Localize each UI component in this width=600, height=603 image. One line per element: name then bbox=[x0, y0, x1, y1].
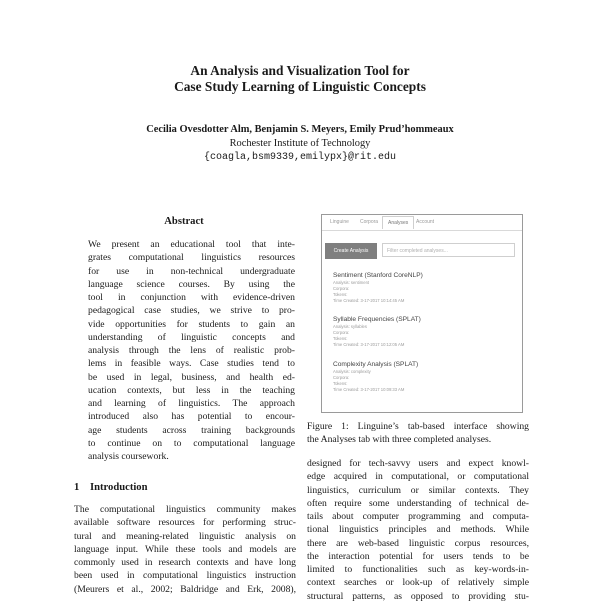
introduction-body bbox=[74, 503, 296, 596]
text-line: Figure 1: Linguine’s tab-based interface showing bbox=[307, 421, 529, 432]
text-line: tional linguistics principles and methods. While bbox=[307, 524, 529, 536]
text-line: tool in conjunction with evidence-driven bbox=[88, 292, 295, 303]
analysis-title: Sentiment (Stanford CoreNLP) bbox=[333, 272, 423, 279]
text-line: the Analyses tab with three completed analyses. bbox=[307, 434, 492, 446]
text-line: vide opportunities for students to gain an bbox=[88, 318, 295, 330]
abstract-body bbox=[88, 238, 295, 463]
text-line: language input. While these tools and models are bbox=[74, 543, 296, 555]
section-title: Introduction bbox=[90, 482, 148, 493]
text-line: limited to functionalities such as key-words-in- bbox=[307, 564, 529, 575]
text-line: analysis through the lens of realistic prob- bbox=[88, 345, 295, 356]
tab-analyses[interactable]: Analyses bbox=[382, 216, 414, 229]
analysis-list-item[interactable] bbox=[333, 271, 518, 304]
paper-title-line-2: Case Study Learning of Linguistic Concepts bbox=[174, 79, 426, 94]
text-line: We present an educational tool that inte- bbox=[88, 239, 295, 250]
analysis-list-item[interactable] bbox=[333, 315, 518, 348]
text-line: structural patterns, as opposed to providing stu- bbox=[307, 590, 529, 602]
analysis-detail: Analysis: syllables bbox=[333, 324, 367, 329]
tab-linguine[interactable]: Linguine bbox=[330, 219, 349, 225]
text-line: language science courses. By using the bbox=[88, 278, 295, 290]
analysis-detail: Analysis: sentiment bbox=[333, 280, 370, 285]
author-list: Cecilia Ovesdotter Alm, Benjamin S. Meyers, Emily Prud’hommeaux bbox=[146, 124, 454, 135]
analysis-list-item[interactable] bbox=[333, 360, 518, 393]
figure-screenshot bbox=[321, 214, 523, 413]
text-line: to continue on to computational language bbox=[88, 437, 295, 449]
text-line: ucation contexts, but less in the teaching bbox=[88, 384, 295, 396]
tab-account[interactable]: Account bbox=[416, 219, 435, 225]
paper-title-line-1: An Analysis and Visualization Tool for bbox=[190, 63, 410, 78]
text-line: the interaction potential for users tends to be bbox=[307, 550, 529, 562]
text-line: introduced also has potential to encour- bbox=[88, 411, 295, 423]
text-line: and learning of linguistics. The approach bbox=[88, 398, 295, 409]
create-analysis-button[interactable]: Create Analysis bbox=[325, 243, 377, 259]
text-line: tails about computer programming and computa- bbox=[307, 511, 529, 522]
text-line: (Meurers et al., 2002; Baldridge and Erk, 2008), bbox=[74, 583, 296, 595]
analysis-title: Syllable Frequencies (SPLAT) bbox=[333, 316, 421, 323]
analysis-detail: Tokens: bbox=[333, 336, 348, 341]
text-line: understanding of linguistic concepts and bbox=[88, 331, 295, 343]
figure-caption bbox=[307, 420, 529, 447]
analysis-detail: Analysis: complexity bbox=[333, 369, 371, 374]
text-line: pedagogical case studies, we strive to pro- bbox=[88, 305, 295, 317]
text-line: age students across training backgrounds bbox=[88, 424, 295, 436]
analysis-detail: Corpora: bbox=[333, 375, 350, 380]
tab-corpora[interactable]: Corpora bbox=[360, 219, 379, 225]
analysis-title: Complexity Analysis (SPLAT) bbox=[333, 361, 419, 368]
author-email: {coagla,bsm9339,emilypx}@rit.edu bbox=[203, 152, 397, 163]
text-line: be used in legal, business, and health ed- bbox=[88, 371, 295, 383]
text-line: lems in feasible ways. Case studies tend to bbox=[88, 358, 295, 370]
text-line: context searches or look-up of relatively simple bbox=[307, 577, 529, 589]
text-line: tural and meaning-related linguistic analysis on bbox=[74, 530, 296, 542]
text-line: for use in non-technical undergraduate bbox=[88, 265, 295, 277]
text-line: edge acquired in computational, or computational bbox=[307, 471, 529, 483]
author-affiliation: Rochester Institute of Technology bbox=[229, 138, 371, 149]
right-column-body bbox=[307, 457, 529, 603]
analysis-detail: Time Created: 3-17-2017 10:09:33 AM bbox=[333, 387, 405, 392]
analysis-detail: Time Created: 3-17-2017 10:12:05 AM bbox=[333, 342, 405, 347]
text-line: linguistics, curriculum or similar contexts. They bbox=[307, 484, 529, 496]
text-line: available software resources for performing struc- bbox=[74, 517, 296, 529]
text-line: there are web-based linguistic corpus resources, bbox=[307, 537, 529, 549]
text-line: analysis coursework. bbox=[88, 451, 169, 462]
analysis-detail: Tokens: bbox=[333, 292, 348, 297]
analysis-filter-input[interactable]: Filter completed analyses... bbox=[382, 243, 515, 257]
analysis-detail: Time Created: 3-17-2017 10:14:45 AM bbox=[333, 298, 405, 303]
figure-tab-bar bbox=[322, 215, 522, 231]
analysis-detail: Corpora: bbox=[333, 286, 350, 291]
abstract-heading: Abstract bbox=[164, 216, 204, 227]
text-line: commonly used in research contexts and have long bbox=[74, 557, 296, 568]
section-number: 1 bbox=[74, 482, 80, 493]
text-line: often require some understanding of technical de- bbox=[307, 497, 529, 509]
text-line: designed for tech-savvy users and expect knowl- bbox=[307, 458, 529, 469]
analysis-detail: Tokens: bbox=[333, 381, 348, 386]
text-line: The computational linguistics community makes bbox=[74, 504, 296, 515]
section-heading bbox=[74, 481, 148, 494]
text-line: grates computational linguistics resources bbox=[88, 252, 295, 264]
analysis-detail: Corpora: bbox=[333, 330, 350, 335]
text-line: been used in computational linguistics instruction bbox=[74, 570, 296, 582]
